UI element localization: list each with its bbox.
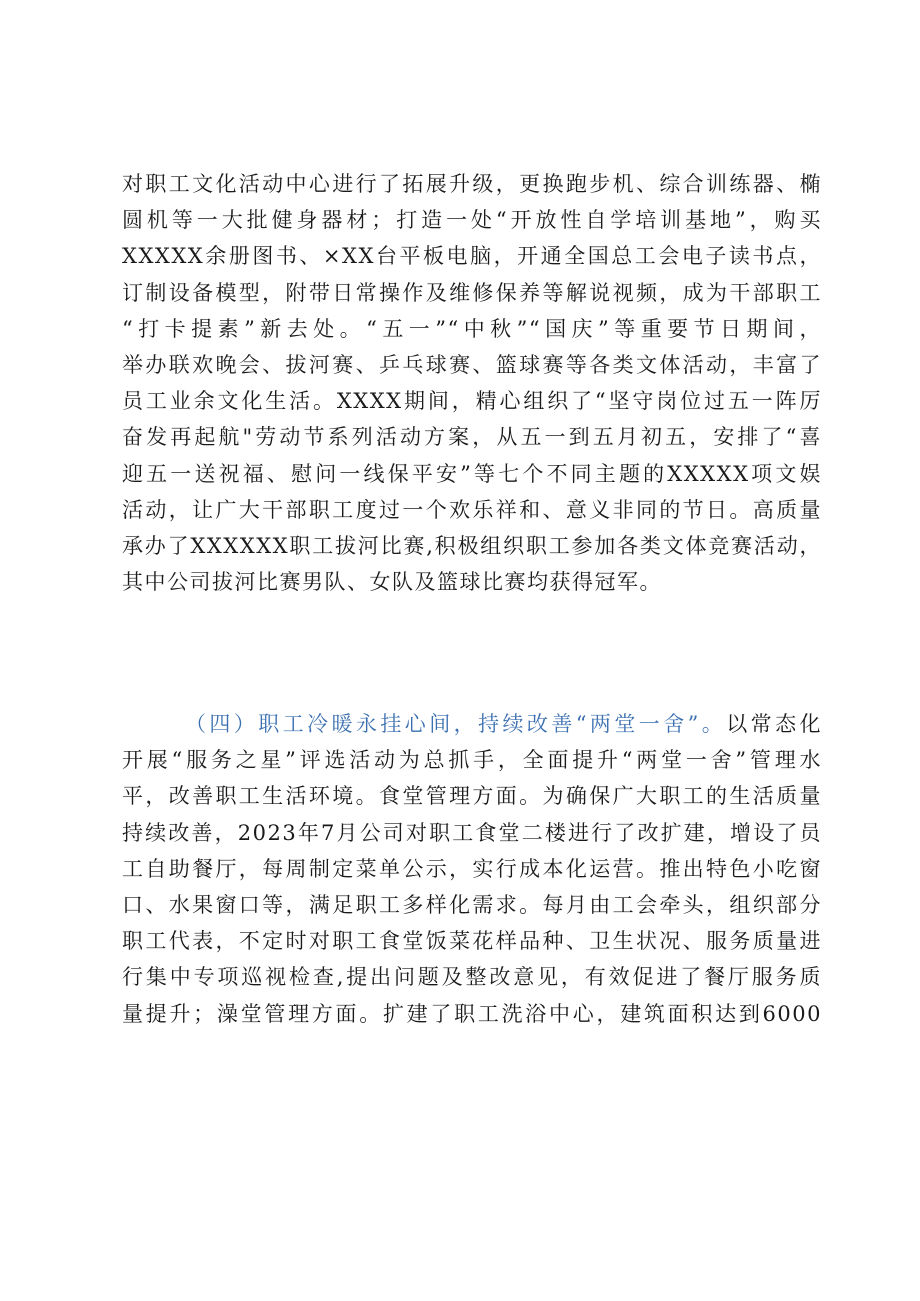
text-line: “打卡提素”新去处。“五一”“中秋”“国庆”等重要节日期间， <box>122 316 822 341</box>
text-line: 开展“服务之星”评选活动为总抓手，全面提升“两堂一舍”管理水 <box>122 748 822 773</box>
text-line: 圆机等一大批健身器材；打造一处“开放性自学培训基地”，购买 <box>122 208 822 233</box>
text-line: 行集中专项巡视检查,提出问题及整改意见，有效促进了餐厅服务质 <box>122 965 822 990</box>
text-line: 其中公司拔河比赛男队、女队及篮球比赛均获得冠军。 <box>122 570 662 595</box>
text-line: 迎五一送祝福、慰问一线保平安”等七个不同主题的XXXXX项文娱 <box>122 461 822 486</box>
paragraph-cultural-activities <box>122 166 822 600</box>
text-line: 工自助餐厅，每周制定菜单公示，实行成本化运营。推出特色小吃窗 <box>122 856 822 881</box>
text-line: 平，改善职工生活环境。食堂管理方面。为确保广大职工的生活质量 <box>122 784 822 809</box>
text-line: XXXXX余册图书、×XX台平板电脑，开通全国总工会电子读书点， <box>122 244 822 269</box>
paragraph-canteen-dormitory <box>122 706 822 1032</box>
text-run: 以常态化 <box>726 712 822 736</box>
text-line: 对职工文化活动中心进行了拓展升级，更换跑步机、综合训练器、椭 <box>122 172 822 196</box>
section-heading: （四）职工冷暖永挂心间，持续改善“两堂一舍”。 <box>185 712 727 736</box>
text-line: 口、水果窗口等，满足职工多样化需求。每月由工会牵头，组织部分 <box>122 892 822 917</box>
text-line: 持续改善，2023年7月公司对职工食堂二楼进行了改扩建，增设了员 <box>122 820 822 845</box>
text-line-first <box>122 706 822 742</box>
text-line: 活动，让广大干部职工度过一个欢乐祥和、意义非同的节日。高质量 <box>122 497 822 522</box>
text-line: 量提升；澡堂管理方面。扩建了职工洗浴中心，建筑面积达到6000 <box>122 1001 822 1026</box>
text-line: 承办了XXXXXX职工拔河比赛,积极组织职工参加各类文体竞赛活动， <box>122 533 822 558</box>
text-line: 员工业余文化生活。XXXX期间，精心组织了“坚守岗位过五一阵厉 <box>122 389 822 414</box>
text-line: 订制设备模型，附带日常操作及维修保养等解说视频，成为干部职工 <box>122 280 822 305</box>
text-line: 职工代表，不定时对职工食堂饭菜花样品种、卫生状况、服务质量进 <box>122 929 822 954</box>
text-line: 奋发再起航"劳动节系列活动方案，从五一到五月初五，安排了“喜 <box>122 425 822 450</box>
text-line: 举办联欢晚会、拔河赛、乒乓球赛、篮球赛等各类文体活动，丰富了 <box>122 352 822 377</box>
